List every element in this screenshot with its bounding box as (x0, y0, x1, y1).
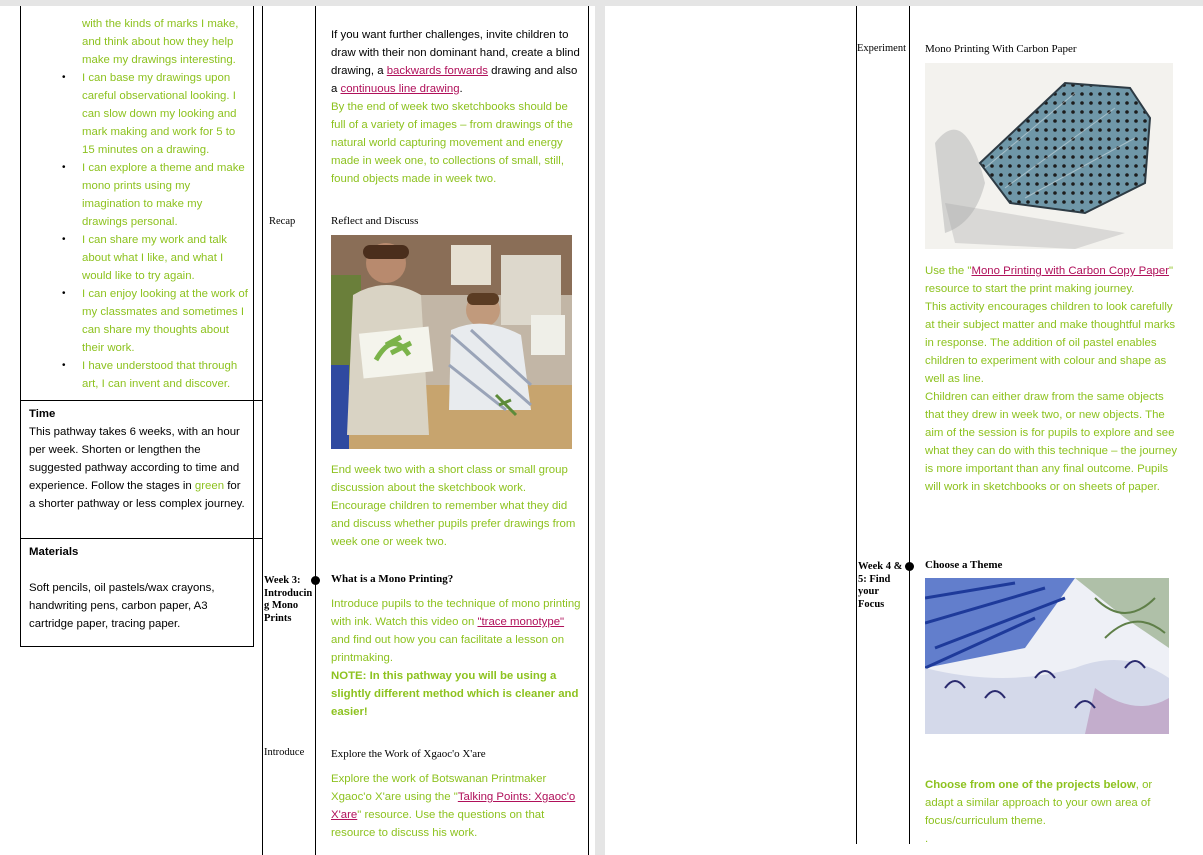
week45-label-line: 5: Find (858, 573, 891, 585)
time-text-end: for a shorter pathway or less complex journey. (29, 480, 245, 510)
materials-title: Materials (29, 546, 79, 558)
recap-label: Recap (269, 216, 296, 227)
challenge-text-1: If you want further challenges, invite children to draw with their non dominant hand, create a blind drawing, a (331, 29, 580, 77)
blue-scribble-artwork (925, 578, 1169, 734)
week3-label (264, 575, 316, 625)
week3-text (331, 595, 581, 721)
column-divider-3 (856, 6, 857, 844)
week3-text-1: Introduce pupils to the technique of mono printing with ink. Watch this video on (331, 598, 581, 628)
carbon-paper-heading: Mono Printing With Carbon Paper (925, 43, 1077, 55)
outcomes-box-left-border (20, 6, 21, 647)
backwards-forwards-link[interactable]: backwards forwards (386, 65, 489, 77)
introduce-label: Introduce (264, 747, 305, 758)
time-green-word: green (194, 480, 225, 492)
timeline-dot (311, 576, 320, 585)
continuous-line-drawing-link[interactable]: continuous line drawing (340, 83, 460, 95)
trace-monotype-link[interactable]: "trace monotype" (477, 616, 565, 628)
mono-printing-carbon-link[interactable]: Mono Printing with Carbon Copy Paper (971, 265, 1170, 277)
learning-outcomes (62, 15, 248, 393)
week3-label-line: Week 3: (264, 575, 301, 586)
week45-label-line: your (858, 586, 879, 597)
experiment-label: Experiment (857, 43, 906, 54)
time-text (29, 423, 247, 513)
time-title: Time (29, 408, 56, 420)
carbon-print-artwork (925, 63, 1173, 249)
week3-label-line: g Mono (264, 600, 299, 611)
outcomes-box-bottom (20, 646, 254, 647)
challenge-text-2: drawing and also a (331, 65, 578, 95)
children-drawing-photo (331, 235, 572, 449)
week3-text-2: and find out how you can facilitate a lesson on printmaking. (331, 634, 565, 664)
column-divider-1 (262, 6, 263, 855)
outcome-continued: with the kinds of marks I make, and think about how they help make my drawings interesting. (82, 18, 239, 66)
experiment-text (925, 262, 1180, 496)
page-edge-line (588, 6, 589, 855)
children-photo-image (331, 235, 572, 449)
outcome-list (62, 69, 248, 393)
outcome-item: • I can share my work and talk about what I like, and what I would like to try again. (62, 231, 248, 285)
xgaoco-heading: Explore the Work of Xgaoc'o X'are (331, 748, 486, 760)
week45-text (925, 776, 1180, 848)
sketchbook-note: By the end of week two sketchbooks should be full of a variety of images – from drawings of the natural world capturing movement and energy made in week one, to collections of small, still, found objects made in week two. (331, 101, 573, 185)
mono-printing-heading: What is a Mono Printing? (331, 573, 454, 585)
choose-project-rest: , or adapt a similar approach to your own area of focus/curriculum theme. (925, 779, 1153, 827)
experiment-paragraph-3: Children can either draw from the same objects that they drew in week two, or new objects. The aim of the session is for pupils to explore and see what they can do with this technique – the journey is more important than any final outcome. Pupils will work in sketchbooks or on sheets of paper. (925, 391, 1178, 493)
week45-trailing: . (925, 833, 929, 845)
time-section (29, 405, 247, 513)
outcome-item: • I can enjoy looking at the work of my classmates and sometimes I can share my thoughts about their work. (62, 285, 248, 357)
week3-label-line: Prints (264, 612, 292, 624)
experiment-paragraph-2: This activity encourages children to look carefully at their subject matter and make thoughtful marks in response. The addition of oil pastel enables children to experiment with colour and shape as well as line. (925, 301, 1176, 385)
introduce-text-1: Explore the work of Botswanan Printmaker Xgaoc'o X'are using the " (331, 773, 547, 803)
outcomes-box-right-border (253, 6, 254, 647)
outcome-item: • I can explore a theme and make mono prints using my imagination to make my drawings personal. (62, 159, 248, 231)
outcome-item: • I have understood that through art, I can invent and discover. (62, 357, 248, 393)
carbon-print-image (925, 63, 1173, 249)
experiment-text-1: Use the " (925, 265, 972, 277)
divider-materials (20, 538, 263, 539)
timeline-dot (905, 562, 914, 571)
week3-note: NOTE: In this pathway you will be using a slightly different method which is cleaner and easier! (331, 670, 579, 718)
talking-points-link[interactable]: Talking Points: Xgaoc'o X'are (331, 791, 576, 821)
theme-artwork-image (925, 578, 1169, 734)
challenge-text-3: . (459, 83, 463, 95)
right-page (605, 6, 1203, 855)
divider-time (20, 400, 263, 401)
materials-text: Soft pencils, oil pastels/wax crayons, handwriting pens, carbon paper, A3 cartridge paper, tracing paper. (29, 582, 215, 630)
choose-theme-heading: Choose a Theme (925, 559, 1003, 571)
challenge-text (331, 26, 581, 188)
left-page (0, 6, 595, 855)
week45-label-line: Week 4 & (858, 561, 903, 572)
recap-text: End week two with a short class or small group discussion about the sketchbook work. Encourage children to remember what they did and discuss whether pupils prefer drawings from week one or week two. (331, 464, 576, 548)
outcome-item: • I can base my drawings upon careful observational looking. I can slow down my looking and mark making and work for 5 to 15 minutes on a drawing. (62, 69, 248, 159)
introduce-text (331, 770, 581, 842)
week45-label-line: Focus (858, 598, 885, 610)
week45-label (858, 561, 910, 611)
week3-label-line: Introducin (264, 587, 313, 599)
introduce-text-2: " resource. Use the questions on that resource to discuss his work. (331, 809, 545, 839)
time-text-start: This pathway takes 6 weeks, with an hour per week. Shorten or lengthen the suggested pathway according to time and experience. Follow the stages in (29, 426, 240, 492)
materials-section (29, 543, 247, 633)
reflect-heading: Reflect and Discuss (331, 215, 419, 227)
column-divider-4 (909, 6, 910, 844)
choose-project-bold: Choose from one of the projects below (925, 779, 1136, 791)
column-divider-2 (315, 6, 316, 855)
experiment-text-2: " resource to start the print making journey. (925, 265, 1174, 295)
